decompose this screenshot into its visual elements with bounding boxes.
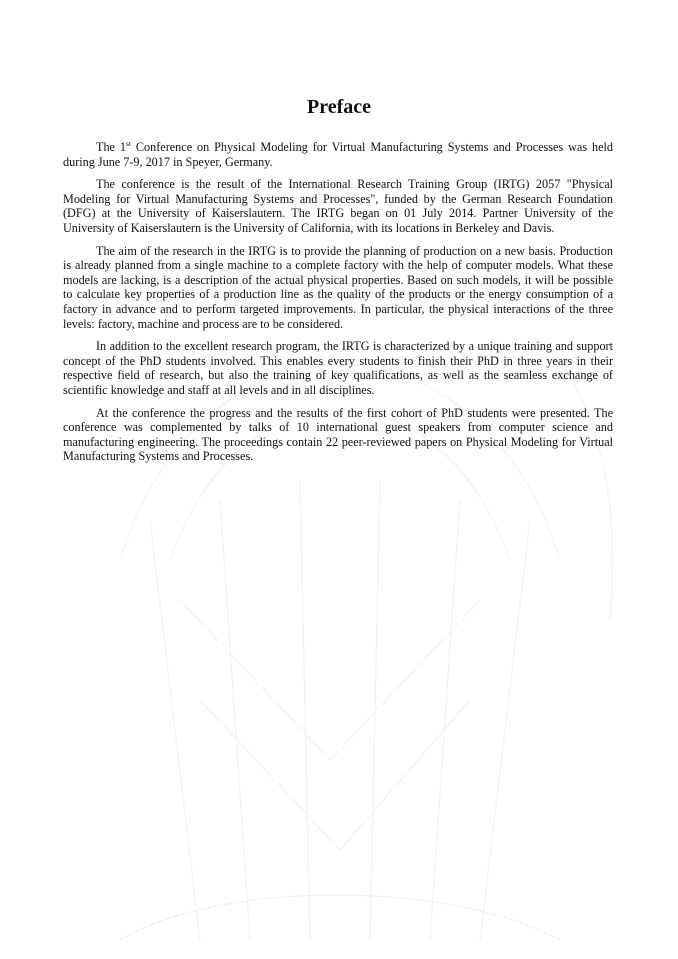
preface-body (63, 140, 613, 472)
paragraph-5: At the conference the progress and the results of the first cohort of PhD students were presented. The conference was complemented by talks of 10 international guest speakers from computer science and manufacturing engineering. The proceedings contain 22 peer-reviewed papers on Physical Modeling for Virtual Manufacturing Systems and Processes. (63, 405, 613, 464)
watermark-line (300, 480, 310, 940)
paragraph-4: In addition to the excellent research program, the IRTG is characterized by a unique training and support concept of the PhD students involved. This enables every students to finish their PhD in three years in their respective field of research, but also the training of key qualifications, as well as the seamless exchange of scientific knowledge and staff at all levels and in all disciplines. (63, 339, 613, 397)
watermark-line (480, 520, 530, 940)
watermark-line (220, 500, 250, 940)
paragraph-1-start: The 1 (96, 140, 126, 154)
watermark-cross (180, 600, 480, 760)
page-title: Preface (306, 96, 372, 119)
watermark-line (150, 520, 200, 940)
watermark-cross (200, 700, 470, 850)
paragraph-1-rest: Conference on Physical Modeling for Virtual Manufacturing Systems and Processes was held during June 7-9, 2017 in Speyer, Germany. (63, 140, 613, 169)
ordinal-superscript: st (125, 139, 131, 148)
paragraph-3: The aim of the research in the IRTG is to provide the planning of production on a new basis. Production is already planned from a single machine to a complete factory with the help of computer models. What these models are lacking, is a description of the actual physical properties. Based on such models, it will be possible to calculate key properties of a production line as the quality of the products or the energy consumption of a factory in advance and to perform targeted improvements. In particular, the physical interactions of the three levels: factory, machine and process are to be considered. (63, 243, 613, 331)
paragraph-1 (63, 140, 613, 169)
paragraph-2: The conference is the result of the International Research Training Group (IRTG) 2057 "Physical Modeling for Virtual Manufacturing Systems and Processes", funded by the German Research Foundation (DFG) at the University of Kaiserslautern. The IRTG began on 01 July 2014. Partner University of the University of Kaiserslautern is the University of California, with its locations in Berkeley and Davis. (63, 177, 613, 235)
watermark-line (430, 500, 460, 940)
watermark-curve (120, 895, 560, 940)
watermark-line (370, 480, 380, 940)
